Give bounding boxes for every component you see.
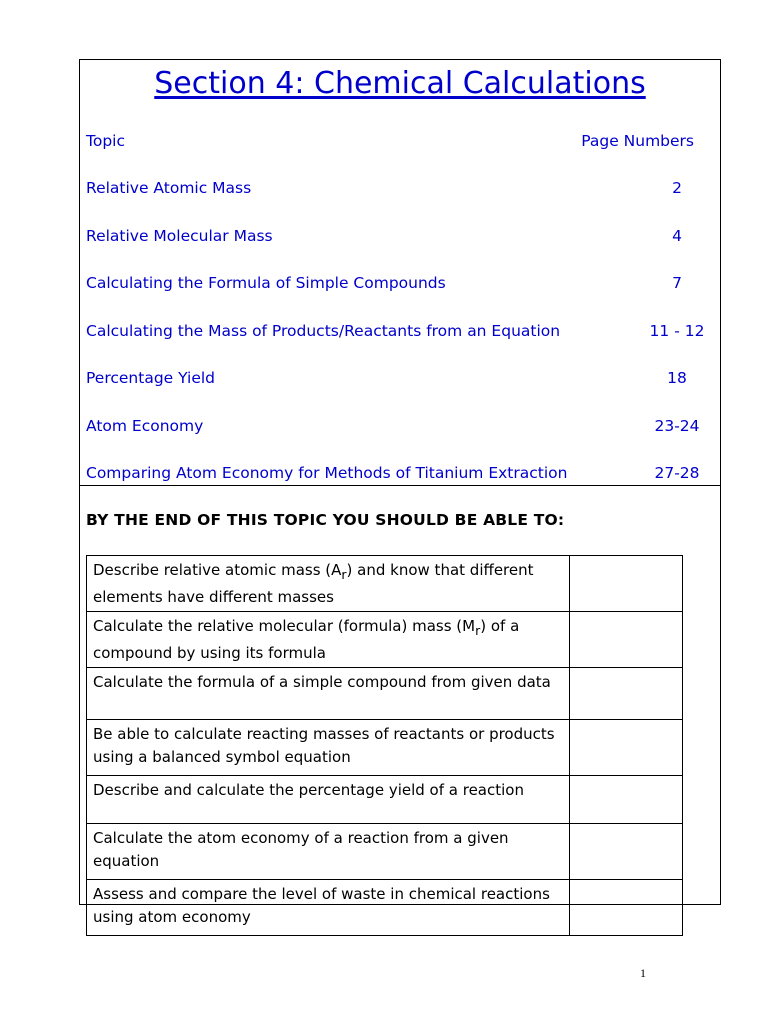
toc-topic: Relative Molecular Mass — [86, 227, 273, 245]
toc-row — [86, 274, 712, 296]
objective-text: Describe relative atomic mass $(A_r)$ and know that different elements have different masses — [87, 556, 570, 612]
objective-checkbox[interactable] — [570, 556, 683, 612]
objective-checkbox[interactable] — [570, 720, 683, 776]
objective-row — [87, 776, 683, 824]
page-number: 1 — [640, 966, 646, 980]
toc-topic: Atom Economy — [86, 417, 204, 435]
toc-topic-header: Topic — [86, 132, 125, 150]
objective-text: Calculate the formula of a simple compound from given data — [87, 668, 570, 720]
objective-checkbox[interactable] — [570, 612, 683, 668]
toc-page: 23-24 — [654, 417, 700, 435]
objective-text: Assess and compare the level of waste in chemical reactions using atom economy — [87, 880, 570, 936]
toc-page: 4 — [672, 227, 682, 245]
toc-topic: Calculating the Formula of Simple Compounds — [86, 274, 446, 292]
toc-row — [86, 322, 712, 344]
toc-page: 7 — [672, 274, 682, 292]
toc-pages-header: Page Numbers — [581, 132, 694, 150]
toc-row — [86, 369, 712, 391]
toc-row — [86, 227, 712, 249]
objective-row — [87, 824, 683, 880]
objective-text: Be able to calculate reacting masses of reactants or products using a balanced symbol equation — [87, 720, 570, 776]
toc-page: 18 — [667, 369, 687, 387]
page-title: Section 4: Chemical Calculations — [154, 66, 646, 101]
toc-topic: Percentage Yield — [86, 369, 216, 387]
toc-topic: Calculating the Mass of Products/Reactants from an Equation — [86, 322, 561, 340]
objective-checkbox[interactable] — [570, 776, 683, 824]
objective-text: Describe and calculate the percentage yield of a reaction — [87, 776, 570, 824]
objective-checkbox[interactable] — [570, 880, 683, 936]
objectives-table — [86, 555, 683, 936]
objective-row — [87, 556, 683, 612]
toc-row — [86, 464, 712, 486]
toc-row — [86, 179, 712, 201]
objectives-heading: BY THE END OF THIS TOPIC YOU SHOULD BE ABLE TO: — [86, 511, 565, 529]
toc-topic: Comparing Atom Economy for Methods of Titanium Extraction — [86, 464, 568, 482]
objective-row — [87, 720, 683, 776]
objective-row — [87, 880, 683, 936]
toc-page: 2 — [672, 179, 682, 197]
objective-row — [87, 668, 683, 720]
section-divider — [80, 485, 720, 486]
objective-text: Calculate the atom economy of a reaction from a given equation — [87, 824, 570, 880]
objective-checkbox[interactable] — [570, 668, 683, 720]
toc-page: 27-28 — [654, 464, 700, 482]
toc-page: 11 - 12 — [649, 322, 705, 340]
objective-text: Calculate the relative molecular (formula) mass $(M_r)$ of a compound by using its formula — [87, 612, 570, 668]
objective-checkbox[interactable] — [570, 824, 683, 880]
toc-row — [86, 417, 712, 439]
objective-row — [87, 612, 683, 668]
toc-topic: Relative Atomic Mass — [86, 179, 252, 197]
